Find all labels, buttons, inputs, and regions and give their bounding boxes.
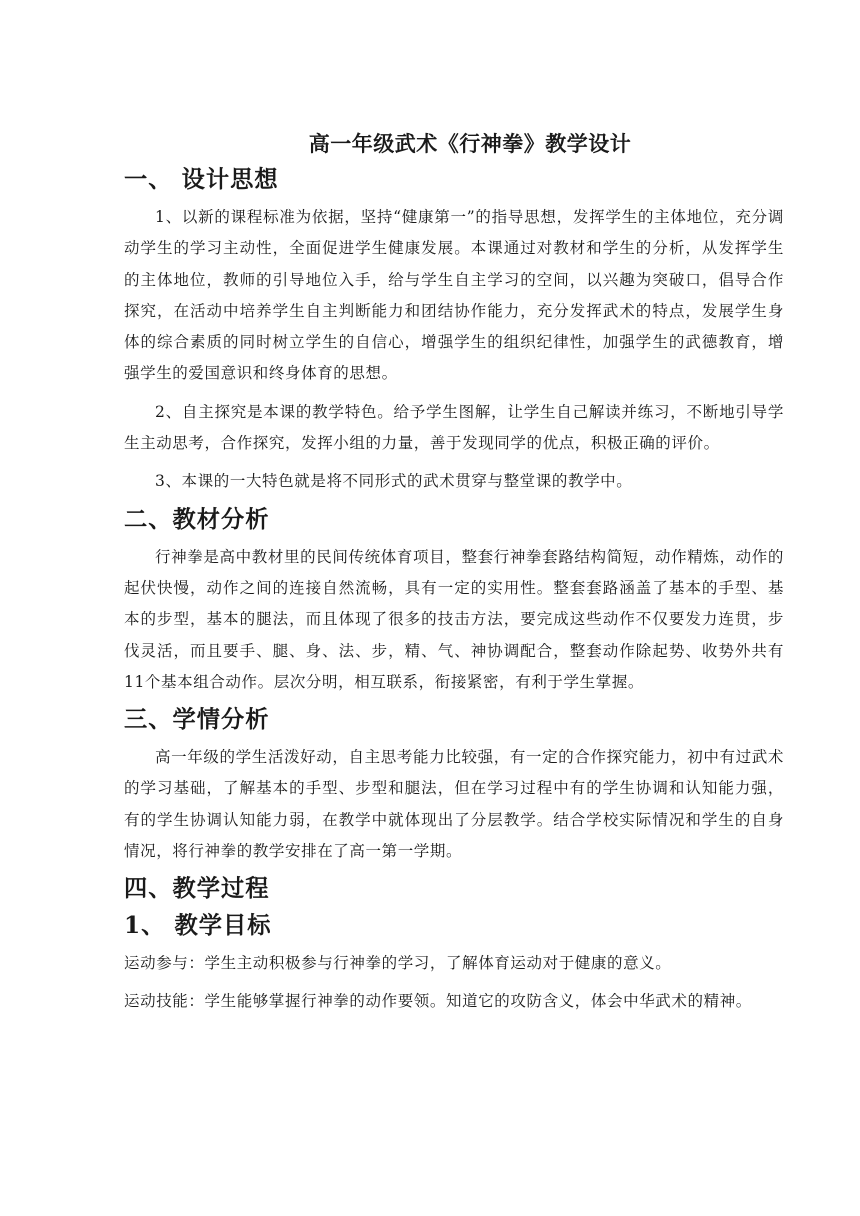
paragraph-student-analysis: 高一年级的学生活泼好动，自主思考能力比较强，有一定的合作探究能力，初中有过武术的学习基础，了解基本的手型、步型和腿法，但在学习过程中有的学生协调和认知能力强，有的学生协调认知能力弱，在教学中就体现出了分层教学。结合学校实际情况和学生的自身情况，将行神拳的教学安排在了高一第一学期。 [124,748,784,861]
document-title: 高一年级武术《行神拳》教学设计 [308,132,632,157]
document-body [124,165,784,1017]
paragraph-material-analysis: 行神拳是高中教材里的民间传统体育项目，整套行神拳套路结构简短，动作精炼，动作的起伏快慢，动作之间的连接自然流畅，具有一定的实用性。整套套路涵盖了基本的手型、基本的步型，基本的腿法，而且体现了很多的技击方法，要完成这些动作不仅要发力连贯，步伐灵活，而且要手、腿、身、法、步，精、气、神协调配合，整套动作除起势、收势外共有11个基本组合动作。层次分明，相互联系，衔接紧密，有利于学生掌握。 [124,547,784,691]
section-heading-teaching-process: 四、教学过程 [124,875,270,903]
paragraph-design-idea-3: 3、本课的一大特色就是将不同形式的武术贯穿与整堂课的教学中。 [155,472,633,491]
section-heading-material-analysis: 二、教材分析 [124,505,270,533]
section-heading-student-analysis: 三、学情分析 [124,706,270,734]
paragraph-design-idea-2: 2、自主探究是本课的教学特色。给予学生图解，让学生自己解读并练习，不断地引导学生主动思考，合作探究，发挥小组的力量，善于发现同学的优点，积极正确的评价。 [124,402,784,453]
subheading-teaching-goals: 1、 教学目标 [124,912,272,940]
goal-line-participation: 运动参与：学生主动积极参与行神拳的学习，了解体育运动对于健康的意义。 [124,954,672,973]
paragraph-design-idea-1: 1、以新的课程标准为依据，坚持“健康第一”的指导思想，发挥学生的主体地位，充分调动学生的学习主动性，全面促进学生健康发展。本课通过对教材和学生的分析，从发挥学生的主体地位，教师的引导地位入手，给与学生自主学习的空间，以兴趣为突破口，倡导合作探究，在活动中培养学生自主判断能力和团结协作能力，充分发挥武术的特点，发展学生身体的综合素质的同时树立学生的自信心，增强学生的组织纪律性，加强学生的武德教育，增强学生的爱国意识和终身体育的思想。 [124,208,784,383]
goal-line-skills: 运动技能：学生能够掌握行神拳的动作要领。知道它的攻防含义，体会中华武术的精神。 [124,992,752,1011]
section-heading-design-idea: 一、 设计思想 [124,166,279,193]
